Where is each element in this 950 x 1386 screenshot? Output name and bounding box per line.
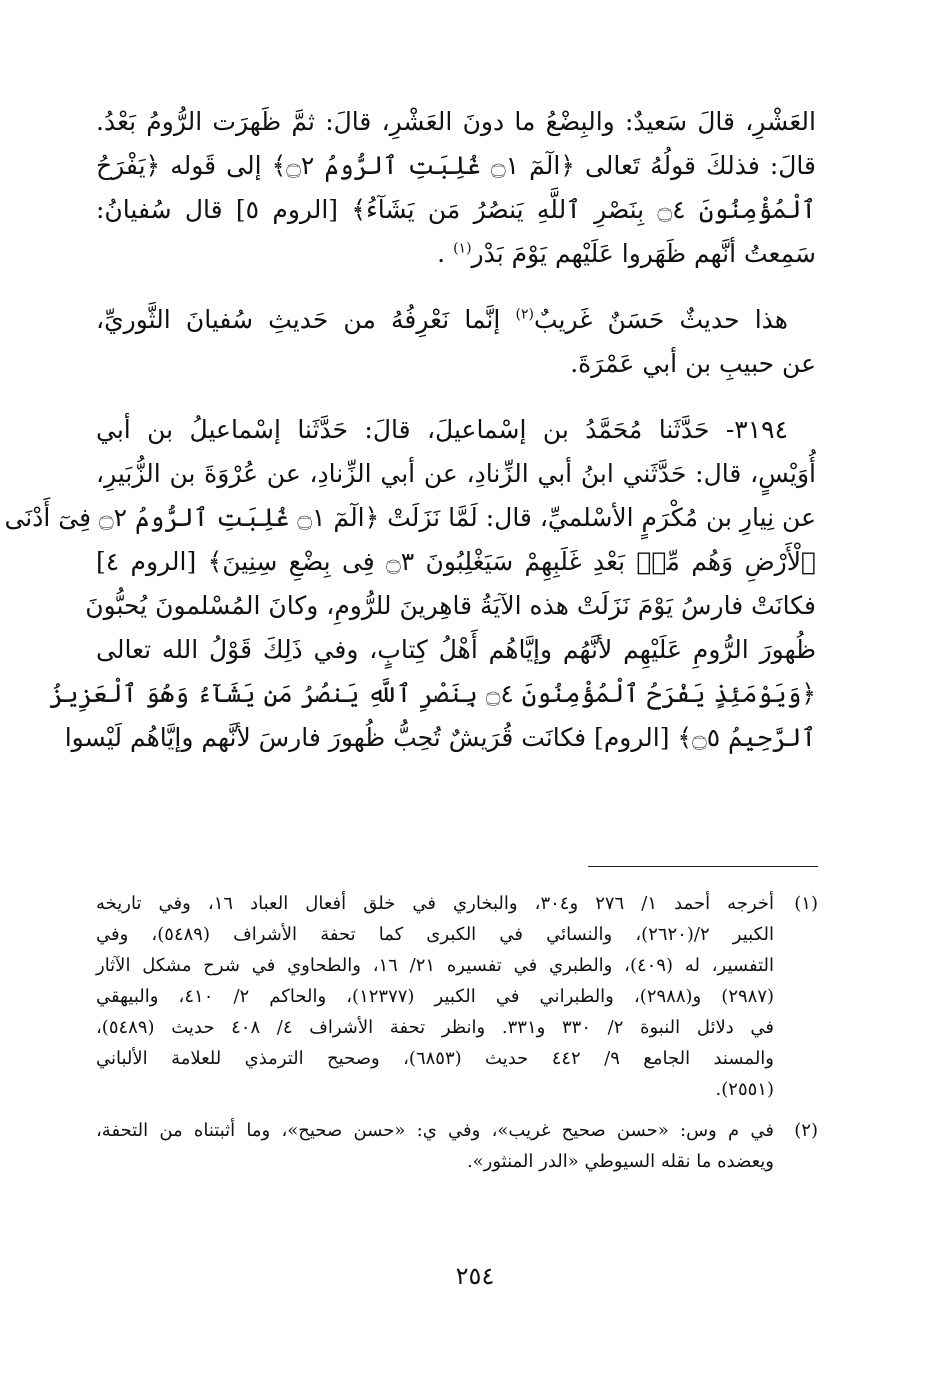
- text-line: قالَ: فذلكَ قولُهُ تَعالى ﴿الٓمٓ ۝١ غُلِبَتِ ٱلرُّومُ ۝٢﴾ إلى قَوله ﴿يَفْرَحُ: [96, 151, 816, 180]
- text-line-segment: سَمِعتُ أنَّهم ظَهَروا عَلَيْهم يَوْمَ بَدْر: [471, 239, 816, 268]
- footnotes: [96, 888, 818, 1187]
- text-line: ٱلرَّحِيمُ ۝٥﴾ [الروم] فكانَت قُرَيشٌ تُحِبُّ ظُهورَ فارسَ لأنَّهم وإيَّاهُم لَيْسوا: [64, 723, 816, 752]
- text-line: ٱلْأَرْضِ وَهُم مِّنۢ بَعْدِ غَلَبِهِمْ سَيَغْلِبُونَ ۝٣ فِى بِضْعِ سِنِينَ﴾ [الروم ٤]: [96, 547, 816, 576]
- text-line: [96, 232, 816, 276]
- footnote-divider: [588, 866, 818, 867]
- text-line-segment: .: [437, 239, 446, 268]
- text-line: ٣١٩٤- حَدَّثَنا مُحَمَّدُ بن إسْماعيلَ، قالَ: حَدَّثَنا إسْماعيلُ بن أبي: [96, 415, 788, 444]
- footnote-1: [96, 888, 818, 1105]
- footnote-number: (٢): [794, 1120, 818, 1141]
- text-line: ٱلْمُؤْمِنُونَ ۝٤ بِنَصْرِ ٱللَّهِ يَنصُرُ مَن يَشَآءُ﴾ [الروم ٥] قال سُفيانُ:: [96, 195, 817, 224]
- footnote-line: والمسند الجامع ٩/ ٤٤٢ حديث (٦٨٥٣)، وصحيح الترمذي للعلامة الألباني: [96, 1048, 775, 1069]
- footnote-2: [96, 1115, 818, 1177]
- paragraph-3: [4, 408, 816, 760]
- paragraph-1: [96, 100, 816, 276]
- paragraph-2: [96, 298, 816, 386]
- text-line: العَشْرِ، قالَ سَعيدٌ: والبِضْعُ ما دونَ العَشْرِ، قالَ: ثمَّ ظَهرَت الرُّومُ بَعْدُ.: [96, 107, 816, 136]
- footnote-line: ويعضده ما نقله السيوطي «الدر المنثور».: [466, 1151, 774, 1172]
- text-line: [96, 298, 816, 342]
- text-line-segment: إنَّما نَعْرِفُهُ من حَديثِ سُفيانَ الثَّوريِّ،: [96, 305, 501, 334]
- text-line: ﴿وَيَوْمَئِذٍ يَفْرَحُ ٱلْمُؤْمِنُونَ ۝٤ بِنَصْرِ ٱللَّهِ يَنصُرُ مَن يَشَآءُ وَهُوَ ٱلْعَزِيزُ: [49, 679, 816, 708]
- footnote-text: [96, 1115, 774, 1177]
- text-line: أُوَيْسٍ، قال: حَدَّثَني ابنُ أبي الزِّنادِ، عن أبي الزِّنادِ، عن عُرْوَةَ بن الزُّبَيرِ،: [96, 459, 816, 488]
- text-line: عن حبيبِ بن أبي عَمْرَةَ.: [570, 349, 816, 378]
- text-line: عن نِيارِ بن مُكْرَمٍ الأسْلميِّ، قال: لَمَّا نَزَلَتْ ﴿الٓمٓ ۝١ غُلِبَتِ ٱلرُّومُ ۝٢ فِىٓ أَدْنَى: [4, 503, 816, 532]
- footnote-line: في م وس: «حسن صحيح غريب»، وفي ي: «حسن صحيح»، وما أثبتناه من التحفة،: [96, 1120, 774, 1141]
- footnote-line: (٢٩٨٧) و(٢٩٨٨)، والطبراني في الكبير (١٢٣٧٧)، والحاكم ٢/ ٤١٠، والبيهقي: [96, 986, 775, 1007]
- page-number: ٢٥٤: [455, 1262, 495, 1290]
- footnote-ref-1: (١): [453, 240, 472, 257]
- footnote-number: (١): [794, 893, 818, 914]
- footnote-line: التفسير، له (٤٠٩)، والطبري في تفسيره ٢١/ ١٦، والطحاوي في شرح مشكل الآثار: [96, 955, 774, 976]
- footnote-line: أخرجه أحمد ١/ ٢٧٦ و٣٠٤، والبخاري في خلق أفعال العباد ١٦، وفي تاريخه: [96, 893, 774, 914]
- footnote-ref-2: (٢): [515, 306, 534, 323]
- main-text: [4, 100, 817, 782]
- footnote-line: في دلائل النبوة ٢/ ٣٣٠ و٣٣١. وانظر تحفة الأشراف ٤/ ٤٠٨ حديث (٥٤٨٩)،: [96, 1017, 774, 1038]
- footnote-line: الكبير ٢/(٢٦٢٠)، والنسائي في الكبرى كما تحفة الأشراف (٥٤٨٩)، وفي: [96, 924, 774, 945]
- text-line: فكانَتْ فارسُ يَوْمَ نَزَلَتْ هذه الآيَةُ قاهِرينَ للرُّومِ، وكانَ المُسْلمونَ يُحبُّونَ: [85, 591, 816, 620]
- footnote-line: (٢٥٥١).: [715, 1079, 774, 1100]
- footnote-text: [96, 888, 774, 1105]
- text-line-segment: هذا حديثٌ حَسَنٌ غَريبٌ: [533, 305, 788, 334]
- text-line: ظُهورَ الرُّومِ عَلَيْهِم لأنَّهُم وإيَّاهُم أَهْلُ كِتابٍ، وفي ذَلِكَ قَوْلُ الله تعالى: [96, 635, 816, 664]
